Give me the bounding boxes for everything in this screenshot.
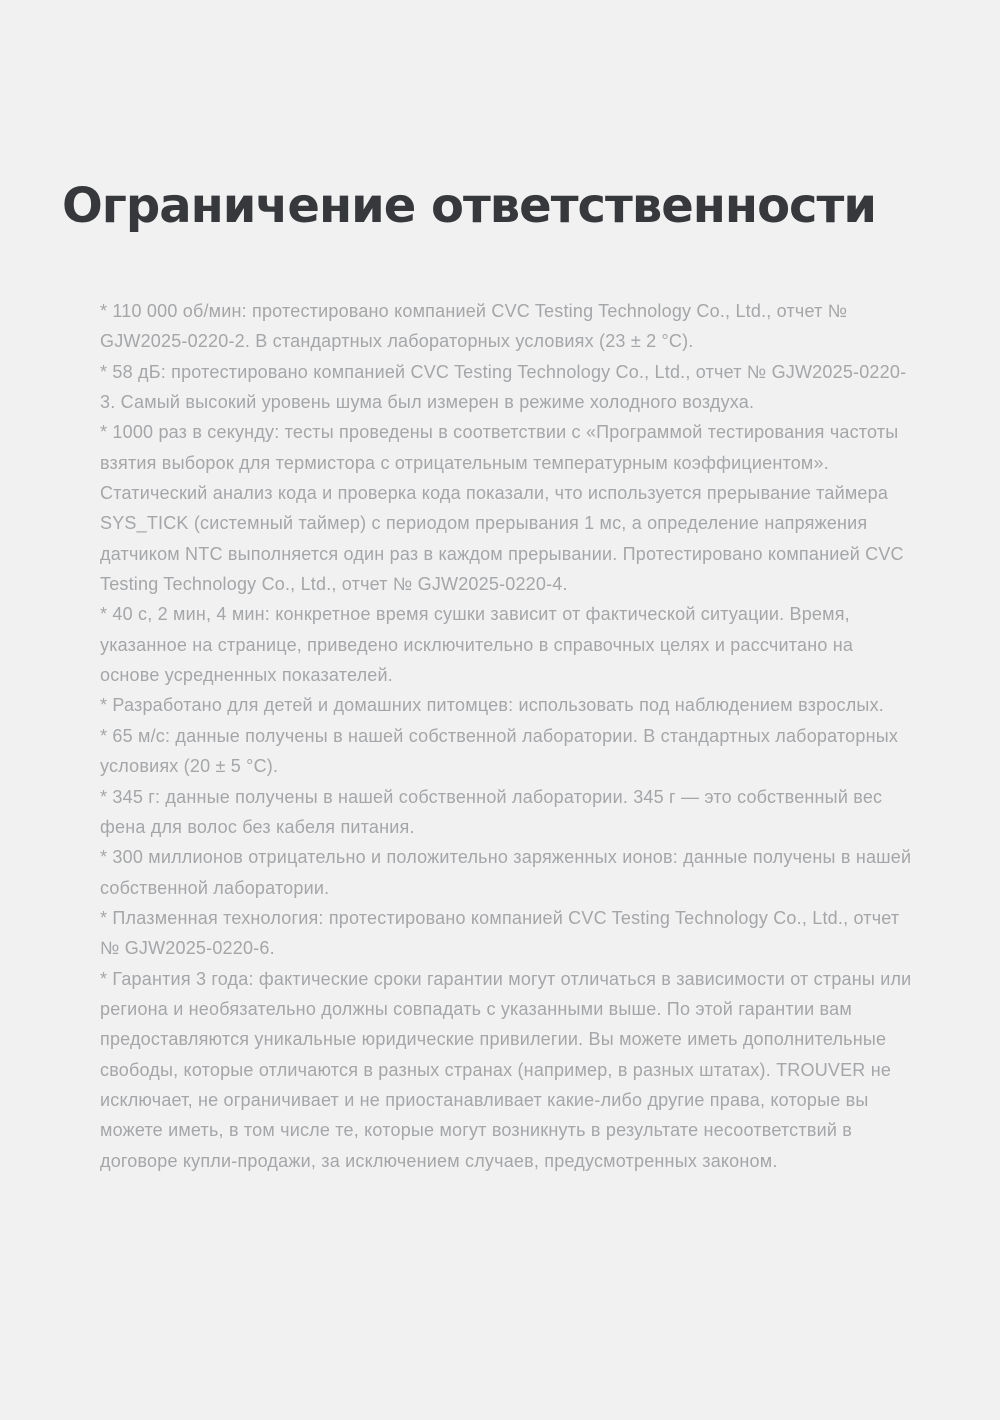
disclaimer-paragraph: * 1000 раз в секунду: тесты проведены в соответствии с «Программой тестирования частоты взятия выборок для термистора с отрицательным температурным коэффициентом». Статический анализ кода и проверка кода показали, что используется прерывание таймера SYS_TICK (системный таймер) с периодом прерывания 1 мс, а определение напряжения датчиком NTC выполняется один раз в каждом прерывании. Протестировано компанией CVC Testing Technology Co., Ltd., отчет № GJW2025-0220-4. [100, 422, 904, 595]
disclaimer-paragraph: * 58 дБ: протестировано компанией CVC Testing Technology Co., Ltd., отчет № GJW2025-0220-3. Самый высокий уровень шума был измерен в режиме холодного воздуха. [100, 361, 907, 413]
disclaimer-paragraph: * Плазменная технология: протестировано компанией CVC Testing Technology Co., Ltd., отчет № GJW2025-0220-6. [100, 907, 900, 959]
disclaimer-paragraph: * 345 г: данные получены в нашей собственной лаборатории. 345 г — это собственный вес фена для волос без кабеля питания. [100, 786, 883, 837]
disclaimer-paragraph: * 40 с, 2 мин, 4 мин: конкретное время сушки зависит от фактической ситуации. Время, указанное на странице, приведено исключительно в справочных целях и рассчитано на основе усредненных показателей. [100, 604, 854, 686]
disclaimer-paragraph: * Разработано для детей и домашних питомцев: использовать под наблюдением взрослых. [100, 695, 884, 716]
disclaimer-paragraph: * Гарантия 3 года: фактические сроки гарантии могут отличаться в зависимости от страны или региона и необязательно должны совпадать с указанными выше. По этой гарантии вам предоставляются уникальные юридические привилегии. Вы можете иметь дополнительные свободы, которые отличаются в разных странах (например, в разных штатах). TROUVER не исключает, не ограничивает и не приостанавливает какие-либо другие права, которые вы можете иметь, в том числе те, которые могут возникнуть в результате несоответствий в договоре купли-продажи, за исключением случаев, предусмотренных законом. [100, 968, 912, 1171]
disclaimer-paragraph: * 300 миллионов отрицательно и положительно заряженных ионов: данные получены в нашей собственной лаборатории. [100, 847, 912, 898]
page-title: Ограничение ответственности [62, 178, 876, 234]
disclaimer-paragraphs [100, 296, 912, 1176]
disclaimer-paragraph: * 110 000 об/мин: протестировано компанией CVC Testing Technology Co., Ltd., отчет № GJW2025-0220-2. В стандартных лабораторных условиях (23 ± 2 °C). [100, 301, 848, 352]
disclaimer-paragraph: * 65 м/с: данные получены в нашей собственной лаборатории. В стандартных лабораторных условиях (20 ± 5 °C). [100, 725, 899, 777]
